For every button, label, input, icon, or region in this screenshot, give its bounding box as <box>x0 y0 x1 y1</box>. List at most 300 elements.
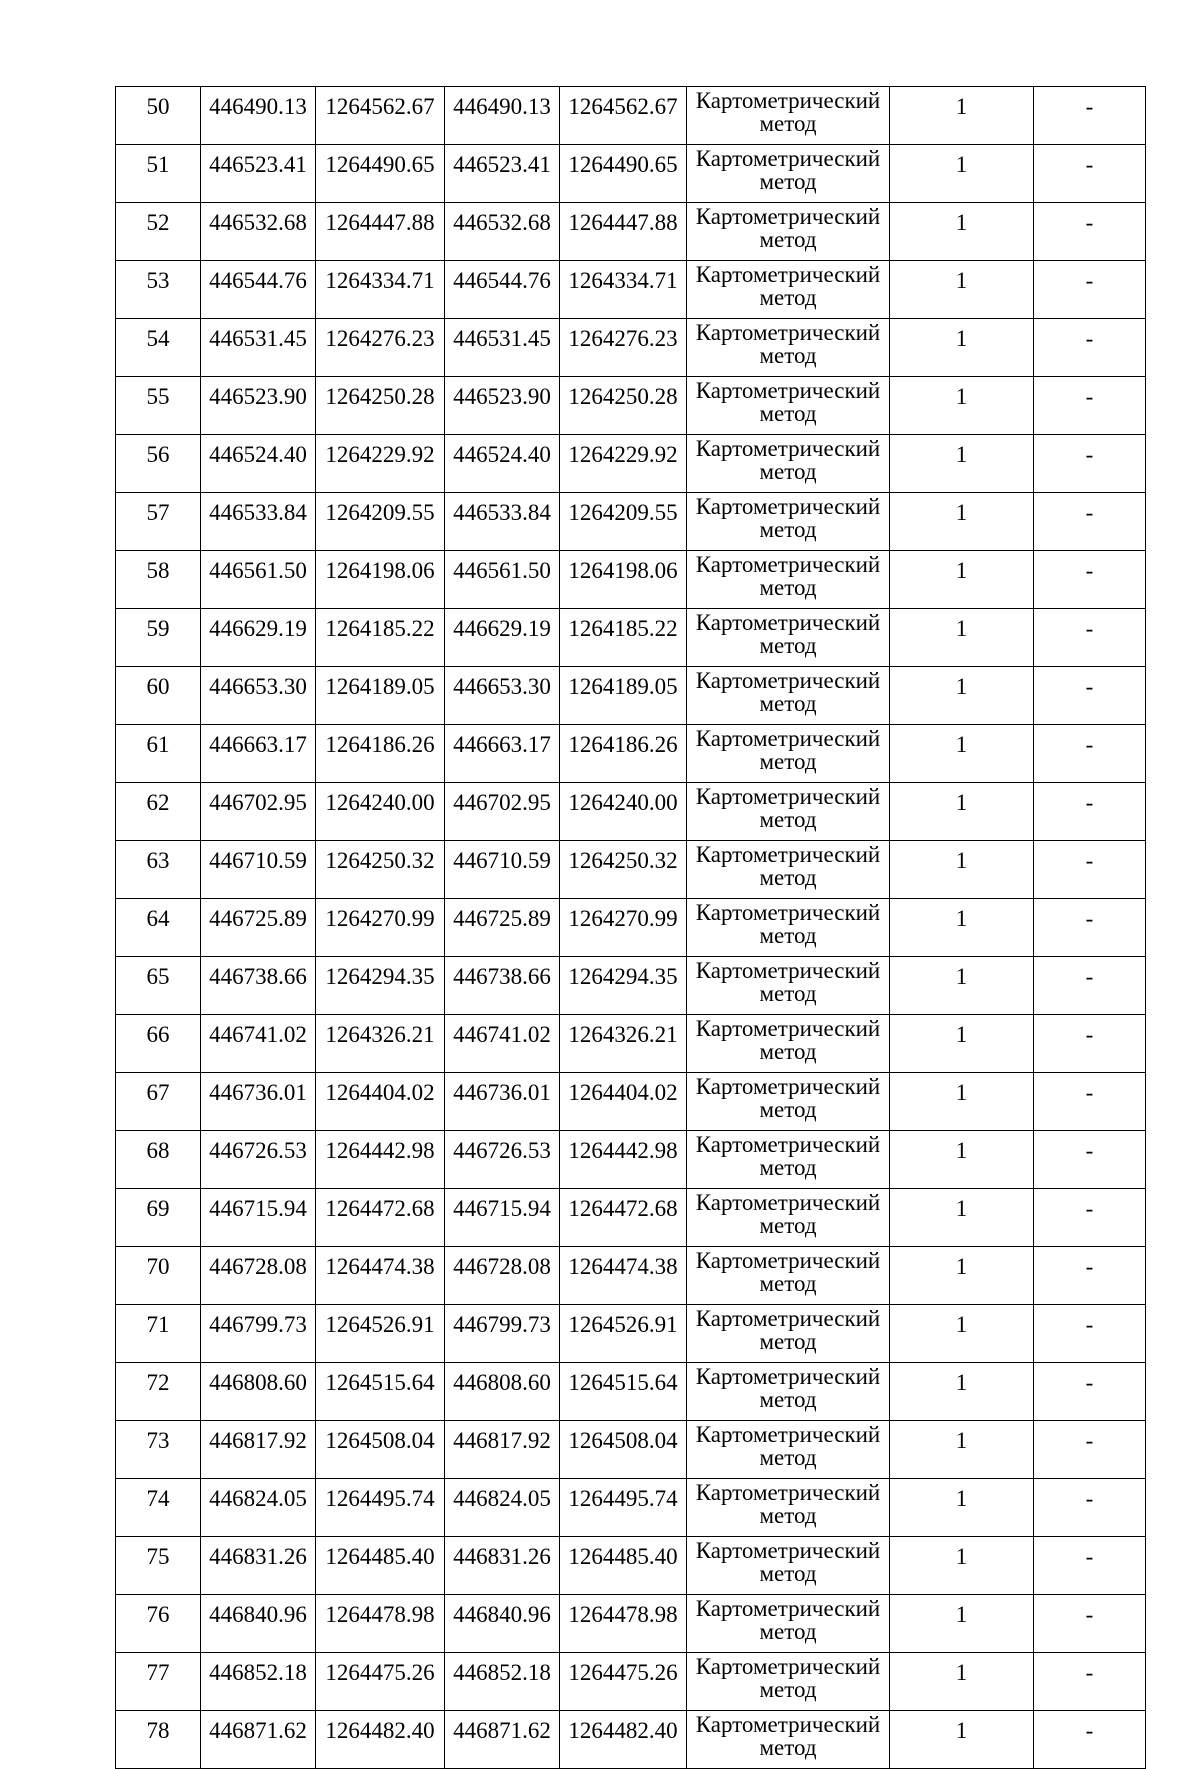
method-cell <box>687 609 890 667</box>
method-cell <box>687 1711 890 1769</box>
method-line-1: Картометрический <box>695 494 881 519</box>
method-line-1: Картометрический <box>695 1248 881 1273</box>
method-line-1: Картометрический <box>695 1480 881 1505</box>
y-coordinate-refined-cell: 1264508.04 <box>560 1421 687 1479</box>
x-coordinate-cell: 446544.76 <box>201 261 316 319</box>
method-line-1: Картометрический <box>695 436 881 461</box>
y-coordinate-cell: 1264508.04 <box>316 1421 445 1479</box>
x-coordinate-refined-cell: 446663.17 <box>445 725 560 783</box>
method-cell <box>687 1653 890 1711</box>
x-coordinate-refined-cell: 446523.90 <box>445 377 560 435</box>
y-coordinate-refined-cell: 1264250.32 <box>560 841 687 899</box>
note-cell: - <box>1034 1479 1146 1537</box>
method-line-2: метод <box>759 691 817 716</box>
y-coordinate-cell: 1264186.26 <box>316 725 445 783</box>
method-cell <box>687 1363 890 1421</box>
y-coordinate-cell: 1264250.28 <box>316 377 445 435</box>
table-row <box>116 1015 1146 1073</box>
method-cell <box>687 1305 890 1363</box>
note-cell: - <box>1034 87 1146 145</box>
method-line-1: Картометрический <box>695 1074 881 1099</box>
method-line-2: метод <box>759 1387 817 1412</box>
table-row <box>116 87 1146 145</box>
note-cell: - <box>1034 1131 1146 1189</box>
table-row <box>116 1421 1146 1479</box>
accuracy-cell: 1 <box>890 1653 1034 1711</box>
y-coordinate-cell: 1264490.65 <box>316 145 445 203</box>
method-line-2: метод <box>759 1503 817 1528</box>
note-cell: - <box>1034 1363 1146 1421</box>
table-row <box>116 1189 1146 1247</box>
table-row <box>116 377 1146 435</box>
method-cell <box>687 435 890 493</box>
x-coordinate-refined-cell: 446831.26 <box>445 1537 560 1595</box>
y-coordinate-refined-cell: 1264495.74 <box>560 1479 687 1537</box>
method-line-2: метод <box>759 343 817 368</box>
method-line-2: метод <box>759 1735 817 1760</box>
accuracy-cell: 1 <box>890 377 1034 435</box>
y-coordinate-refined-cell: 1264250.28 <box>560 377 687 435</box>
table-row <box>116 203 1146 261</box>
method-line-1: Картометрический <box>695 1422 881 1447</box>
point-number-cell: 54 <box>116 319 201 377</box>
x-coordinate-refined-cell: 446710.59 <box>445 841 560 899</box>
x-coordinate-refined-cell: 446738.66 <box>445 957 560 1015</box>
note-cell: - <box>1034 319 1146 377</box>
x-coordinate-cell: 446738.66 <box>201 957 316 1015</box>
x-coordinate-cell: 446663.17 <box>201 725 316 783</box>
point-number-cell: 71 <box>116 1305 201 1363</box>
x-coordinate-cell: 446725.89 <box>201 899 316 957</box>
table-row <box>116 1479 1146 1537</box>
note-cell: - <box>1034 203 1146 261</box>
y-coordinate-cell: 1264404.02 <box>316 1073 445 1131</box>
method-line-1: Картометрический <box>695 842 881 867</box>
method-line-2: метод <box>759 1445 817 1470</box>
accuracy-cell: 1 <box>890 319 1034 377</box>
point-number-cell: 67 <box>116 1073 201 1131</box>
x-coordinate-refined-cell: 446532.68 <box>445 203 560 261</box>
note-cell: - <box>1034 1189 1146 1247</box>
x-coordinate-refined-cell: 446852.18 <box>445 1653 560 1711</box>
x-coordinate-refined-cell: 446490.13 <box>445 87 560 145</box>
accuracy-cell: 1 <box>890 1189 1034 1247</box>
accuracy-cell: 1 <box>890 1595 1034 1653</box>
y-coordinate-cell: 1264495.74 <box>316 1479 445 1537</box>
y-coordinate-cell: 1264240.00 <box>316 783 445 841</box>
x-coordinate-cell: 446653.30 <box>201 667 316 725</box>
method-line-1: Картометрический <box>695 1190 881 1215</box>
method-line-1: Картометрический <box>695 1654 881 1679</box>
x-coordinate-refined-cell: 446817.92 <box>445 1421 560 1479</box>
point-number-cell: 66 <box>116 1015 201 1073</box>
accuracy-cell: 1 <box>890 1015 1034 1073</box>
y-coordinate-refined-cell: 1264442.98 <box>560 1131 687 1189</box>
method-cell <box>687 551 890 609</box>
accuracy-cell: 1 <box>890 87 1034 145</box>
y-coordinate-refined-cell: 1264478.98 <box>560 1595 687 1653</box>
method-cell <box>687 783 890 841</box>
table-row <box>116 899 1146 957</box>
y-coordinate-refined-cell: 1264490.65 <box>560 145 687 203</box>
y-coordinate-cell: 1264478.98 <box>316 1595 445 1653</box>
method-line-2: метод <box>759 517 817 542</box>
accuracy-cell: 1 <box>890 1131 1034 1189</box>
point-number-cell: 63 <box>116 841 201 899</box>
table-row <box>116 319 1146 377</box>
y-coordinate-refined-cell: 1264482.40 <box>560 1711 687 1769</box>
point-number-cell: 76 <box>116 1595 201 1653</box>
coordinates-table <box>115 86 1146 1769</box>
method-line-1: Картометрический <box>695 320 881 345</box>
method-line-1: Картометрический <box>695 1364 881 1389</box>
note-cell: - <box>1034 1595 1146 1653</box>
table-row <box>116 1305 1146 1363</box>
x-coordinate-cell: 446531.45 <box>201 319 316 377</box>
table-row <box>116 1653 1146 1711</box>
y-coordinate-refined-cell: 1264294.35 <box>560 957 687 1015</box>
note-cell: - <box>1034 145 1146 203</box>
y-coordinate-cell: 1264562.67 <box>316 87 445 145</box>
x-coordinate-cell: 446523.90 <box>201 377 316 435</box>
method-line-2: метод <box>759 981 817 1006</box>
x-coordinate-cell: 446824.05 <box>201 1479 316 1537</box>
accuracy-cell: 1 <box>890 609 1034 667</box>
table-row <box>116 1711 1146 1769</box>
accuracy-cell: 1 <box>890 667 1034 725</box>
y-coordinate-refined-cell: 1264334.71 <box>560 261 687 319</box>
y-coordinate-refined-cell: 1264209.55 <box>560 493 687 551</box>
point-number-cell: 78 <box>116 1711 201 1769</box>
point-number-cell: 56 <box>116 435 201 493</box>
accuracy-cell: 1 <box>890 1363 1034 1421</box>
accuracy-cell: 1 <box>890 1711 1034 1769</box>
method-line-2: метод <box>759 1677 817 1702</box>
x-coordinate-refined-cell: 446871.62 <box>445 1711 560 1769</box>
method-line-1: Картометрический <box>695 1712 881 1737</box>
method-line-1: Картометрический <box>695 146 881 171</box>
note-cell: - <box>1034 1537 1146 1595</box>
x-coordinate-refined-cell: 446524.40 <box>445 435 560 493</box>
y-coordinate-refined-cell: 1264229.92 <box>560 435 687 493</box>
method-cell <box>687 1073 890 1131</box>
accuracy-cell: 1 <box>890 203 1034 261</box>
method-line-2: метод <box>759 1213 817 1238</box>
point-number-cell: 50 <box>116 87 201 145</box>
point-number-cell: 64 <box>116 899 201 957</box>
x-coordinate-refined-cell: 446726.53 <box>445 1131 560 1189</box>
accuracy-cell: 1 <box>890 435 1034 493</box>
accuracy-cell: 1 <box>890 899 1034 957</box>
y-coordinate-cell: 1264442.98 <box>316 1131 445 1189</box>
method-cell <box>687 1247 890 1305</box>
table-row <box>116 1247 1146 1305</box>
y-coordinate-refined-cell: 1264485.40 <box>560 1537 687 1595</box>
method-cell <box>687 1421 890 1479</box>
method-cell <box>687 957 890 1015</box>
method-line-1: Картометрический <box>695 610 881 635</box>
method-line-2: метод <box>759 1619 817 1644</box>
accuracy-cell: 1 <box>890 725 1034 783</box>
x-coordinate-refined-cell: 446629.19 <box>445 609 560 667</box>
y-coordinate-refined-cell: 1264404.02 <box>560 1073 687 1131</box>
x-coordinate-refined-cell: 446840.96 <box>445 1595 560 1653</box>
method-line-2: метод <box>759 1097 817 1122</box>
note-cell: - <box>1034 1073 1146 1131</box>
method-cell <box>687 261 890 319</box>
y-coordinate-refined-cell: 1264326.21 <box>560 1015 687 1073</box>
y-coordinate-cell: 1264209.55 <box>316 493 445 551</box>
method-line-2: метод <box>759 1155 817 1180</box>
method-cell <box>687 1131 890 1189</box>
x-coordinate-cell: 446710.59 <box>201 841 316 899</box>
x-coordinate-refined-cell: 446808.60 <box>445 1363 560 1421</box>
y-coordinate-cell: 1264515.64 <box>316 1363 445 1421</box>
note-cell: - <box>1034 725 1146 783</box>
x-coordinate-refined-cell: 446715.94 <box>445 1189 560 1247</box>
x-coordinate-cell: 446840.96 <box>201 1595 316 1653</box>
method-line-2: метод <box>759 1271 817 1296</box>
method-line-2: метод <box>759 1329 817 1354</box>
y-coordinate-refined-cell: 1264189.05 <box>560 667 687 725</box>
method-cell <box>687 493 890 551</box>
y-coordinate-cell: 1264250.32 <box>316 841 445 899</box>
point-number-cell: 62 <box>116 783 201 841</box>
y-coordinate-refined-cell: 1264472.68 <box>560 1189 687 1247</box>
method-cell <box>687 87 890 145</box>
y-coordinate-cell: 1264326.21 <box>316 1015 445 1073</box>
method-line-2: метод <box>759 285 817 310</box>
x-coordinate-cell: 446629.19 <box>201 609 316 667</box>
x-coordinate-cell: 446736.01 <box>201 1073 316 1131</box>
method-line-1: Картометрический <box>695 1306 881 1331</box>
x-coordinate-cell: 446561.50 <box>201 551 316 609</box>
x-coordinate-cell: 446871.62 <box>201 1711 316 1769</box>
y-coordinate-cell: 1264526.91 <box>316 1305 445 1363</box>
note-cell: - <box>1034 261 1146 319</box>
accuracy-cell: 1 <box>890 783 1034 841</box>
method-line-1: Картометрический <box>695 552 881 577</box>
point-number-cell: 52 <box>116 203 201 261</box>
method-cell <box>687 377 890 435</box>
table-row <box>116 493 1146 551</box>
x-coordinate-refined-cell: 446653.30 <box>445 667 560 725</box>
x-coordinate-cell: 446817.92 <box>201 1421 316 1479</box>
method-line-1: Картометрический <box>695 958 881 983</box>
note-cell: - <box>1034 377 1146 435</box>
x-coordinate-refined-cell: 446531.45 <box>445 319 560 377</box>
method-cell <box>687 1189 890 1247</box>
y-coordinate-cell: 1264485.40 <box>316 1537 445 1595</box>
x-coordinate-refined-cell: 446824.05 <box>445 1479 560 1537</box>
note-cell: - <box>1034 1305 1146 1363</box>
method-line-2: метод <box>759 111 817 136</box>
x-coordinate-refined-cell: 446702.95 <box>445 783 560 841</box>
x-coordinate-refined-cell: 446544.76 <box>445 261 560 319</box>
accuracy-cell: 1 <box>890 1247 1034 1305</box>
y-coordinate-refined-cell: 1264475.26 <box>560 1653 687 1711</box>
x-coordinate-cell: 446799.73 <box>201 1305 316 1363</box>
x-coordinate-refined-cell: 446799.73 <box>445 1305 560 1363</box>
method-cell <box>687 319 890 377</box>
x-coordinate-refined-cell: 446741.02 <box>445 1015 560 1073</box>
coordinates-table-body <box>116 87 1146 1769</box>
point-number-cell: 72 <box>116 1363 201 1421</box>
method-line-1: Картометрический <box>695 1132 881 1157</box>
note-cell: - <box>1034 899 1146 957</box>
x-coordinate-cell: 446524.40 <box>201 435 316 493</box>
note-cell: - <box>1034 1015 1146 1073</box>
table-row <box>116 667 1146 725</box>
table-row <box>116 551 1146 609</box>
method-cell <box>687 1595 890 1653</box>
method-line-2: метод <box>759 633 817 658</box>
point-number-cell: 58 <box>116 551 201 609</box>
note-cell: - <box>1034 667 1146 725</box>
y-coordinate-cell: 1264475.26 <box>316 1653 445 1711</box>
y-coordinate-cell: 1264472.68 <box>316 1189 445 1247</box>
x-coordinate-cell: 446702.95 <box>201 783 316 841</box>
method-line-1: Картометрический <box>695 88 881 113</box>
accuracy-cell: 1 <box>890 551 1034 609</box>
x-coordinate-refined-cell: 446725.89 <box>445 899 560 957</box>
point-number-cell: 75 <box>116 1537 201 1595</box>
note-cell: - <box>1034 1711 1146 1769</box>
point-number-cell: 60 <box>116 667 201 725</box>
method-cell <box>687 145 890 203</box>
table-row <box>116 1073 1146 1131</box>
accuracy-cell: 1 <box>890 1073 1034 1131</box>
note-cell: - <box>1034 1247 1146 1305</box>
table-row <box>116 957 1146 1015</box>
accuracy-cell: 1 <box>890 493 1034 551</box>
method-cell <box>687 667 890 725</box>
accuracy-cell: 1 <box>890 145 1034 203</box>
note-cell: - <box>1034 957 1146 1015</box>
method-line-1: Картометрический <box>695 1538 881 1563</box>
method-line-1: Картометрический <box>695 668 881 693</box>
x-coordinate-cell: 446523.41 <box>201 145 316 203</box>
y-coordinate-refined-cell: 1264198.06 <box>560 551 687 609</box>
method-line-2: метод <box>759 401 817 426</box>
x-coordinate-refined-cell: 446728.08 <box>445 1247 560 1305</box>
point-number-cell: 61 <box>116 725 201 783</box>
method-cell <box>687 1537 890 1595</box>
x-coordinate-cell: 446741.02 <box>201 1015 316 1073</box>
y-coordinate-refined-cell: 1264240.00 <box>560 783 687 841</box>
accuracy-cell: 1 <box>890 1479 1034 1537</box>
accuracy-cell: 1 <box>890 1537 1034 1595</box>
note-cell: - <box>1034 435 1146 493</box>
method-line-2: метод <box>759 169 817 194</box>
note-cell: - <box>1034 783 1146 841</box>
method-line-1: Картометрический <box>695 204 881 229</box>
method-line-1: Картометрический <box>695 726 881 751</box>
table-row <box>116 1595 1146 1653</box>
y-coordinate-cell: 1264229.92 <box>316 435 445 493</box>
method-line-2: метод <box>759 807 817 832</box>
table-row <box>116 841 1146 899</box>
table-row <box>116 145 1146 203</box>
note-cell: - <box>1034 609 1146 667</box>
method-line-1: Картометрический <box>695 378 881 403</box>
y-coordinate-cell: 1264482.40 <box>316 1711 445 1769</box>
table-row <box>116 1131 1146 1189</box>
method-line-2: метод <box>759 749 817 774</box>
point-number-cell: 73 <box>116 1421 201 1479</box>
method-cell <box>687 841 890 899</box>
y-coordinate-refined-cell: 1264185.22 <box>560 609 687 667</box>
note-cell: - <box>1034 1653 1146 1711</box>
x-coordinate-cell: 446533.84 <box>201 493 316 551</box>
method-cell <box>687 203 890 261</box>
method-line-2: метод <box>759 1561 817 1586</box>
note-cell: - <box>1034 551 1146 609</box>
point-number-cell: 68 <box>116 1131 201 1189</box>
y-coordinate-cell: 1264185.22 <box>316 609 445 667</box>
point-number-cell: 69 <box>116 1189 201 1247</box>
x-coordinate-cell: 446490.13 <box>201 87 316 145</box>
point-number-cell: 74 <box>116 1479 201 1537</box>
method-cell <box>687 1015 890 1073</box>
method-line-1: Картометрический <box>695 900 881 925</box>
y-coordinate-refined-cell: 1264515.64 <box>560 1363 687 1421</box>
method-line-1: Картометрический <box>695 784 881 809</box>
method-cell <box>687 899 890 957</box>
y-coordinate-cell: 1264270.99 <box>316 899 445 957</box>
point-number-cell: 57 <box>116 493 201 551</box>
method-cell <box>687 725 890 783</box>
accuracy-cell: 1 <box>890 1305 1034 1363</box>
x-coordinate-cell: 446808.60 <box>201 1363 316 1421</box>
y-coordinate-cell: 1264276.23 <box>316 319 445 377</box>
x-coordinate-refined-cell: 446736.01 <box>445 1073 560 1131</box>
x-coordinate-cell: 446715.94 <box>201 1189 316 1247</box>
method-line-2: метод <box>759 1039 817 1064</box>
note-cell: - <box>1034 1421 1146 1479</box>
table-row <box>116 435 1146 493</box>
table-row <box>116 783 1146 841</box>
point-number-cell: 59 <box>116 609 201 667</box>
accuracy-cell: 1 <box>890 957 1034 1015</box>
y-coordinate-refined-cell: 1264474.38 <box>560 1247 687 1305</box>
accuracy-cell: 1 <box>890 1421 1034 1479</box>
y-coordinate-cell: 1264198.06 <box>316 551 445 609</box>
y-coordinate-cell: 1264447.88 <box>316 203 445 261</box>
table-row <box>116 261 1146 319</box>
x-coordinate-cell: 446852.18 <box>201 1653 316 1711</box>
method-line-2: метод <box>759 227 817 252</box>
note-cell: - <box>1034 493 1146 551</box>
y-coordinate-refined-cell: 1264270.99 <box>560 899 687 957</box>
table-row <box>116 1363 1146 1421</box>
point-number-cell: 53 <box>116 261 201 319</box>
y-coordinate-refined-cell: 1264562.67 <box>560 87 687 145</box>
table-row <box>116 725 1146 783</box>
y-coordinate-refined-cell: 1264186.26 <box>560 725 687 783</box>
table-row <box>116 1537 1146 1595</box>
method-line-2: метод <box>759 865 817 890</box>
x-coordinate-refined-cell: 446523.41 <box>445 145 560 203</box>
method-line-1: Картометрический <box>695 1596 881 1621</box>
method-line-1: Картометрический <box>695 262 881 287</box>
accuracy-cell: 1 <box>890 841 1034 899</box>
x-coordinate-cell: 446726.53 <box>201 1131 316 1189</box>
note-cell: - <box>1034 841 1146 899</box>
table-row <box>116 609 1146 667</box>
method-cell <box>687 1479 890 1537</box>
method-line-1: Картометрический <box>695 1016 881 1041</box>
